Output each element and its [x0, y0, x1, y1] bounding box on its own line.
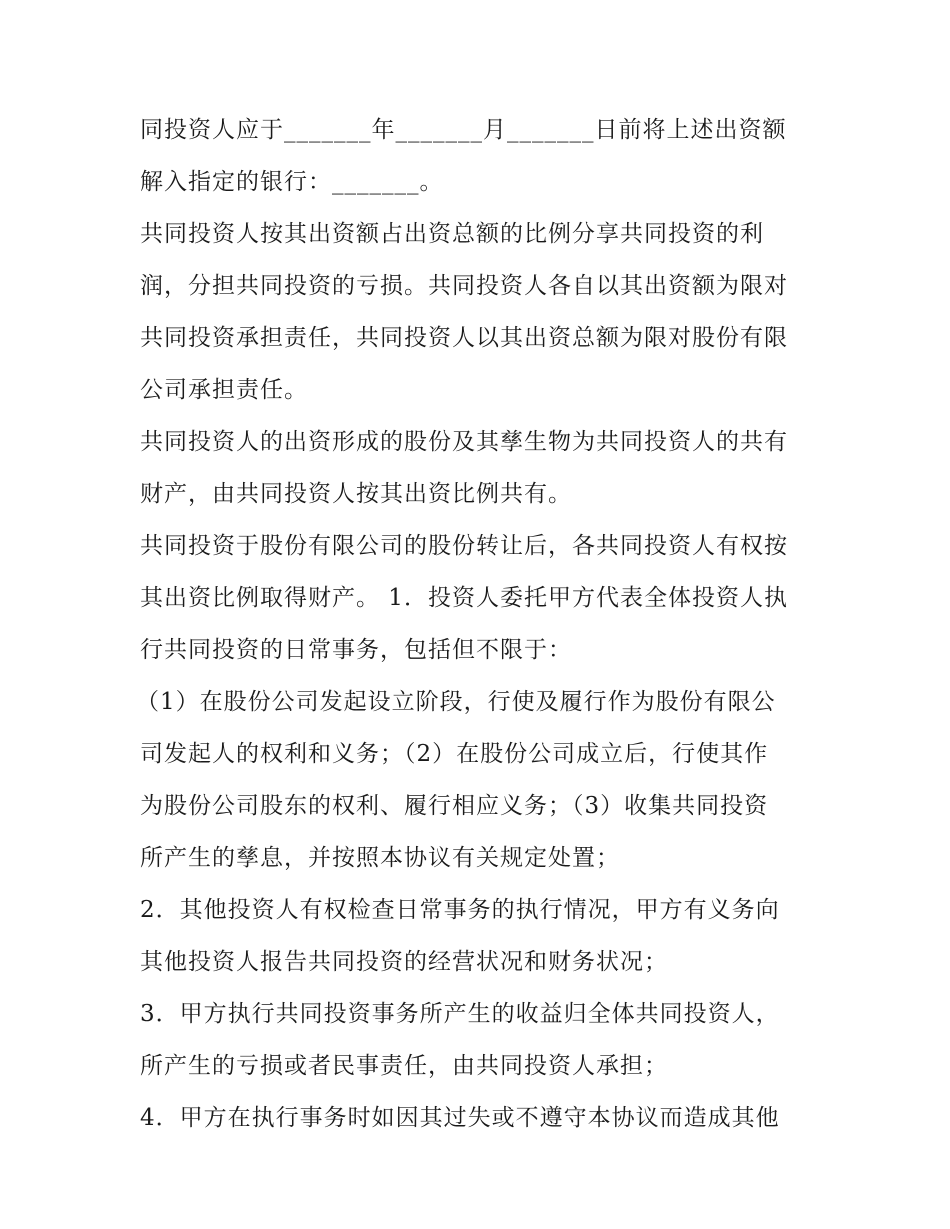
body-line: 解入指定的银行：_______。 — [140, 169, 444, 195]
body-line: 共同投资人的出资形成的股份及其孳生物为共同投资人的共有 — [140, 429, 788, 455]
body-line: 财产，由共同投资人按其出资比例共有。 — [140, 481, 572, 507]
body-line: 所产生的亏损或者民事责任，由共同投资人承担； — [140, 1053, 668, 1079]
body-line: 润，分担共同投资的亏损。共同投资人各自以其出资额为限对 — [140, 273, 788, 299]
body-line: 同投资人应于_______年_______月_______日前将上述出资额 — [140, 117, 787, 143]
body-line: 3．甲方执行共同投资事务所产生的收益归全体共同投资人， — [140, 1001, 780, 1027]
body-line: 4．甲方在执行事务时如因其过失或不遵守本协议而造成其他 — [140, 1105, 780, 1131]
body-line: 2．其他投资人有权检查日常事务的执行情况，甲方有义务向 — [140, 897, 780, 923]
body-line: 共同投资人按其出资额占出资总额的比例分享共同投资的利 — [140, 221, 764, 247]
body-line: 共同投资承担责任，共同投资人以其出资总额为限对股份有限 — [140, 325, 788, 351]
body-line: 公司承担责任。 — [140, 377, 308, 403]
body-line: 其他投资人报告共同投资的经营状况和财务状况； — [140, 949, 668, 975]
body-line: 行共同投资的日常事务，包括但不限于： — [140, 637, 572, 663]
body-line: 为股份公司股东的权利、履行相应义务；（3）收集共同投资 — [140, 793, 769, 819]
body-line: 司发起人的权利和义务；（2）在股份公司成立后，行使其作 — [140, 741, 769, 767]
body-line: 共同投资于股份有限公司的股份转让后，各共同投资人有权按 — [140, 533, 788, 559]
body-line: 其出资比例取得财产。 1．投资人委托甲方代表全体投资人执 — [140, 585, 788, 611]
body-line: 所产生的孳息，并按照本协议有关规定处置； — [140, 845, 620, 871]
document-body — [136, 104, 820, 1144]
body-line: （1）在股份公司发起设立阶段，行使及履行作为股份有限公 — [136, 689, 776, 715]
